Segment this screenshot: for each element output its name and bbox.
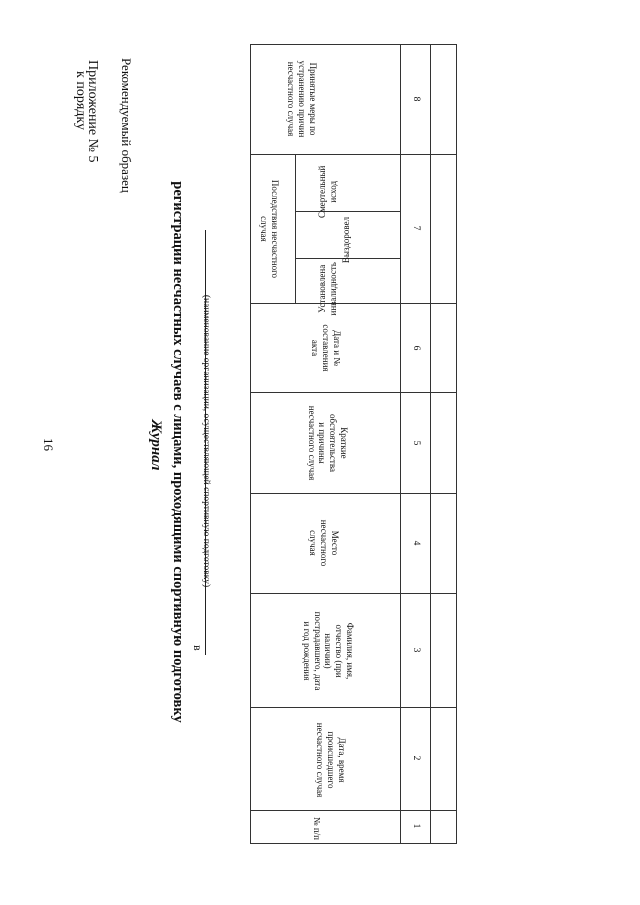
column-number-5: 5 — [411, 440, 421, 446]
recommended-sample: Рекомендуемый образец — [119, 58, 134, 193]
header-measures: Принятые меры по устранению причин несчастного случая — [286, 60, 318, 138]
col-sep-7 — [250, 303, 457, 304]
col-sep-3 — [250, 707, 457, 708]
header-recovered: Выздоровел — [341, 216, 351, 264]
column-number-6: 6 — [411, 345, 421, 351]
header-consequences: Последствия несчастного случая — [259, 179, 280, 279]
group-7-subheader-line — [295, 154, 296, 304]
header-victim-name: Фамилия, имя, отчество (при наличии) пострадавшего, дата и год рождения — [301, 611, 355, 691]
table-border-right — [456, 44, 457, 844]
header-death: Смертельный исход — [317, 165, 338, 218]
table-border-top — [250, 44, 457, 45]
header-disability: Установлена инвалидность — [317, 262, 338, 316]
page-number: 16 — [41, 438, 56, 451]
annex-subtitle: к порядку — [73, 71, 88, 130]
column-number-8: 8 — [411, 96, 421, 102]
column-number-7: 7 — [411, 225, 421, 231]
col-sep-2 — [250, 810, 457, 811]
table-border-bottom — [250, 843, 457, 844]
header-circumstances: Краткие обстоятельства и причины несчастного случая — [306, 405, 349, 481]
col-sep-4 — [250, 593, 457, 594]
header-act-date: Дата и № составления акта — [310, 324, 342, 372]
col-sep-8 — [250, 154, 457, 155]
journal-title: Журнал — [148, 419, 164, 471]
column-number-1: 1 — [411, 823, 421, 829]
organization-name-note: (наименование организации, осуществляющей спортивную подготовку) — [201, 294, 211, 588]
col-sep-5 — [250, 493, 457, 494]
column-number-2: 2 — [411, 755, 421, 761]
journal-subtitle: регистрации несчастных случаев с лицами, проходящими спортивную подготовку — [170, 181, 186, 723]
header-date-time: Дата, время происшедшего несчастного случая — [315, 722, 347, 798]
column-number-3: 3 — [411, 647, 421, 653]
column-number-4: 4 — [411, 540, 421, 546]
annex-title: Приложение № 5 — [85, 60, 100, 163]
header-place: Место несчастного случая — [308, 519, 340, 567]
row-sep-numbers — [430, 44, 431, 844]
header-number: № п/п — [312, 817, 322, 840]
col-sep-6 — [250, 392, 457, 393]
table-border-left — [250, 44, 251, 844]
journal-in-label: в — [191, 645, 205, 651]
